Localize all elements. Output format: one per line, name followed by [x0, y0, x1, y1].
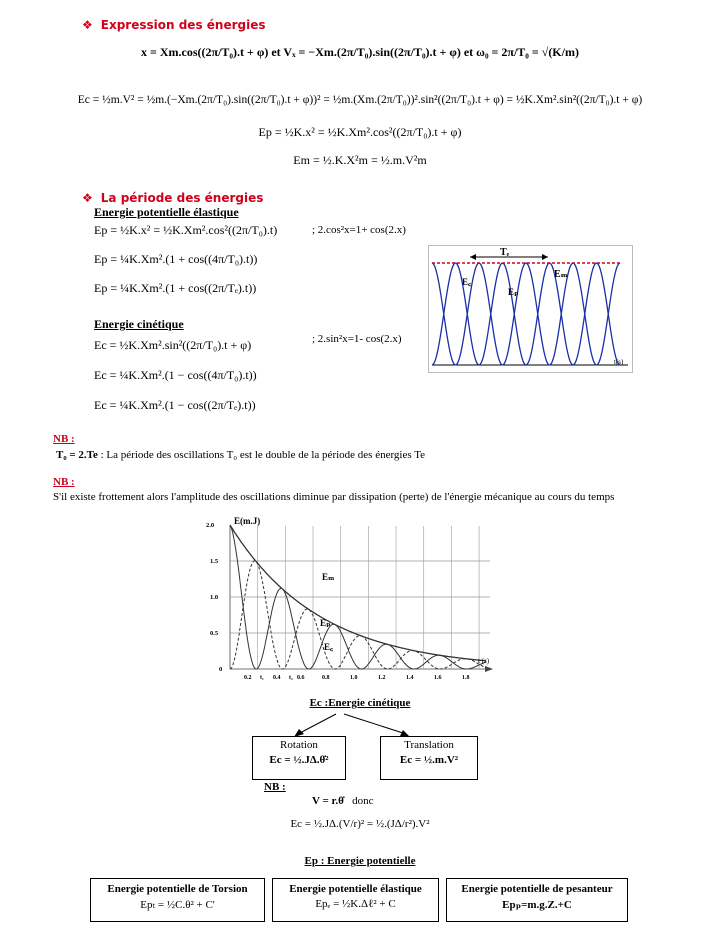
nb2-label: NB : [53, 476, 75, 488]
equation-position-velocity: x = Xm.cos((2π/T₀).t + φ) et Vₓ = −Xm.(2π/T₀).sin((2π/T₀).t + φ) et ω₀ = 2π/T₀ = √(K/m) [141, 45, 579, 59]
ep-line-2: Ep = ¼K.Xm².(1 + cos((4π/T₀).t)) [94, 252, 258, 266]
nb2-text: S'il existe frottement alors l'amplitude des oscillations diminue par dissipation (perte) de l'énergie mécanique au cours du temps [53, 491, 615, 503]
damped-ec-label: E꜀ [324, 642, 334, 652]
y-axis-label: E(m.J) [234, 516, 261, 526]
sin-identity: ; 2.sin²x=1- cos(2.x) [312, 333, 402, 345]
damped-ec-curve [230, 561, 486, 669]
ep-line-1: Ep = ½K.x² = ½K.Xm².cos²((2π/T₀).t) [94, 223, 278, 237]
x-axis-arrow-icon [485, 666, 493, 672]
section-title-period: ❖ La période des énergies [82, 191, 264, 205]
damped-em-label: Eₘ [322, 572, 335, 582]
cos-identity: ; 2.cos²x=1+ cos(2.x) [312, 224, 406, 236]
damped-energy-graph [200, 514, 520, 696]
torsion-formula: Epₜ = ½C.θ² + C' [140, 899, 215, 911]
elastic-formula: Epₑ = ½K.Δℓ² + C [315, 898, 396, 910]
ec-section-title: Ec :Energie cinétique [309, 697, 411, 709]
vertical-grid [258, 526, 479, 669]
gravity-formula: Epₚ=m.g.Z.+C [502, 899, 572, 911]
translation-formula: Ec = ½.m.V² [399, 754, 459, 766]
t-axis-label: t(s) [614, 358, 624, 366]
translation-box [380, 736, 478, 780]
gravity-title: Energie potentielle de pesanteur [461, 883, 613, 895]
torsion-box [90, 878, 265, 922]
equation-mechanical-energy: Em = ½.K.X²m = ½.m.V²m [293, 153, 427, 167]
ec-line-2: Ec = ¼K.Xm².(1 − cos((4π/T₀).t)) [94, 368, 257, 382]
rotation-formula: Ec = ½.JΔ.θ̇² [269, 754, 329, 766]
equation-kinetic-energy: Ec = ½m.V² = ½m.(−Xm.(2π/T₀).sin((2π/T₀).t + φ))² = ½m.(Xm.(2π/T₀))².sin²((2π/T₀).t + φ) = ½K.Xm².sin²((2π/T₀).t + φ) [77, 94, 643, 106]
elastic-box [272, 878, 439, 922]
em-label: Eₘ [554, 269, 568, 280]
arrow-left-line [298, 714, 336, 734]
arrow-right-line [344, 714, 406, 734]
xtick-label: 0.8 [322, 675, 330, 681]
ec-nb-label: NB : [264, 781, 286, 793]
te-label: Tₑ [500, 247, 510, 258]
x-axis-label: t (s) [478, 657, 490, 665]
gravity-box [446, 878, 628, 922]
xtick-label: t₁ [260, 675, 264, 681]
nb1-text: T₀ = 2.Te : La période des oscillations T₀ est le double de la période des énergies Te [56, 449, 426, 461]
equation-potential-energy: Ep = ½K.x² = ½K.Xm².cos²((2π/T₀).t + φ) [258, 125, 462, 139]
translation-label: Translation [404, 739, 454, 751]
xtick-labels [244, 675, 470, 681]
ec-line-1: Ec = ½K.Xm².sin²((2π/T₀).t + φ) [94, 338, 252, 352]
rotation-box [252, 736, 346, 780]
ep-label: Eₚ [508, 287, 519, 297]
velocity-relation: V = r.θ̇ donc [312, 795, 374, 807]
diamond-bullet-icon: ❖ [82, 191, 93, 205]
rotation-label: Rotation [280, 739, 318, 751]
heading-elastic-potential: Energie potentielle élastique [94, 205, 239, 219]
damped-em-curve [230, 525, 486, 661]
xtick-label: 0.4 [273, 675, 281, 681]
ep-section-title: Ep : Energie potentielle [304, 855, 416, 867]
ytick-1-0: 1.0 [210, 594, 219, 601]
xtick-label: 1.6 [434, 675, 442, 681]
heading-kinetic: Energie cinétique [94, 317, 184, 331]
ytick-2-0: 2.0 [206, 522, 215, 529]
ytick-0: 0 [219, 666, 223, 673]
ep-line-3: Ep = ¼K.Xm².(1 + cos((2π/Tₑ).t)) [94, 281, 257, 295]
xtick-label: 0.6 [297, 675, 305, 681]
ec-line-3: Ec = ¼K.Xm².(1 − cos((2π/Tₑ).t)) [94, 398, 256, 412]
xtick-label: 1.0 [350, 675, 358, 681]
xtick-label: t₂ [289, 675, 293, 681]
ytick-1-5: 1.5 [210, 558, 219, 565]
section-title-energies: ❖ Expression des énergies [82, 18, 266, 32]
damped-ep-label: Eₚ [320, 618, 331, 628]
torsion-title: Energie potentielle de Torsion [107, 883, 248, 895]
ytick-0-5: 0.5 [210, 630, 219, 637]
xtick-label: 1.4 [406, 675, 414, 681]
nb1-label: NB : [53, 433, 75, 445]
elastic-title: Energie potentielle élastique [289, 883, 422, 895]
ec-rotation-relation: Ec = ½.JΔ.(V/r)² = ½.(JΔ/r²).V² [290, 818, 430, 830]
xtick-label: 0.2 [244, 675, 252, 681]
diamond-bullet-icon: ❖ [82, 18, 93, 32]
xtick-label: 1.2 [378, 675, 386, 681]
ec-label: E꜀ [462, 277, 472, 287]
xtick-label: 1.8 [462, 675, 470, 681]
energy-period-graph [428, 245, 633, 373]
